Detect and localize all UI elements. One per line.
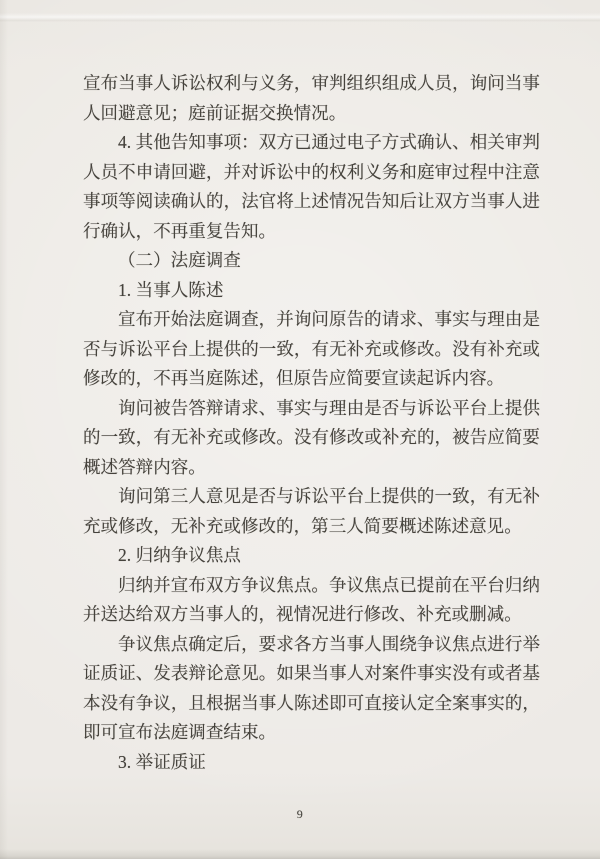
- text-line: 归纳并宣布双方争议焦点。争议焦点已提前在平台归纳: [118, 574, 540, 595]
- text-line: 否与诉讼平台上提供的一致，有无补充或修改。没有补充或: [83, 338, 540, 359]
- scan-bottom-shadow: [0, 849, 600, 859]
- text-line: 修改的，不再当庭陈述，但原告应简要宣读起诉内容。: [83, 368, 505, 388]
- scan-edge-shade: [0, 0, 8, 859]
- text-line: 并送达给双方当事人的，视情况进行修改、补充或删减。: [83, 604, 522, 624]
- document-body: [83, 69, 540, 777]
- text-line: 行确认，不再重复告知。: [83, 220, 277, 241]
- text-line: 的一致，有无补充或修改。没有修改或补充的，被告应简要: [83, 427, 540, 447]
- text-line: 人回避意见；庭前证据交换情况。: [83, 102, 347, 123]
- text-line: 1. 当事人陈述: [118, 279, 224, 300]
- text-line: 宣布当事人诉讼权利与义务，审判组织组成人员，询问当事: [83, 73, 540, 93]
- page-number: 9: [296, 807, 304, 821]
- text-line: 争议焦点确定后，要求各方当事人围绕争议焦点进行举: [118, 633, 540, 654]
- scan-streak: [0, 13, 600, 22]
- text-line: （二）法庭调查: [118, 250, 241, 270]
- text-line: 概述答辩内容。: [83, 456, 206, 477]
- text-line: 人员不申请回避，并对诉讼中的权利义务和庭审过程中注意: [83, 161, 540, 182]
- text-line: 询问第三人意见是否与诉讼平台上提供的一致，有无补: [118, 486, 540, 506]
- text-line: 即可宣布法庭调查结束。: [83, 722, 277, 742]
- text-line: 2. 归纳争议焦点: [118, 545, 241, 565]
- text-line: 本没有争议，且根据当事人陈述即可直接认定全案事实的，: [83, 692, 540, 713]
- text-line: 宣布开始法庭调查，并询问原告的请求、事实与理由是: [118, 309, 540, 329]
- text-line: 4. 其他告知事项：双方已通过电子方式确认、相关审判: [118, 132, 540, 152]
- text-line: 事项等阅读确认的，法官将上述情况告知后让双方当事人进: [83, 191, 540, 211]
- text-line: 证质证、发表辩论意见。如果当事人对案件事实没有或者基: [83, 663, 540, 683]
- text-line: 询问被告答辩请求、事实与理由是否与诉讼平台上提供: [118, 397, 540, 418]
- text-line: 充或修改，无补充或修改的，第三人简要概述陈述意见。: [83, 515, 522, 536]
- text-line: 3. 举证质证: [118, 751, 206, 772]
